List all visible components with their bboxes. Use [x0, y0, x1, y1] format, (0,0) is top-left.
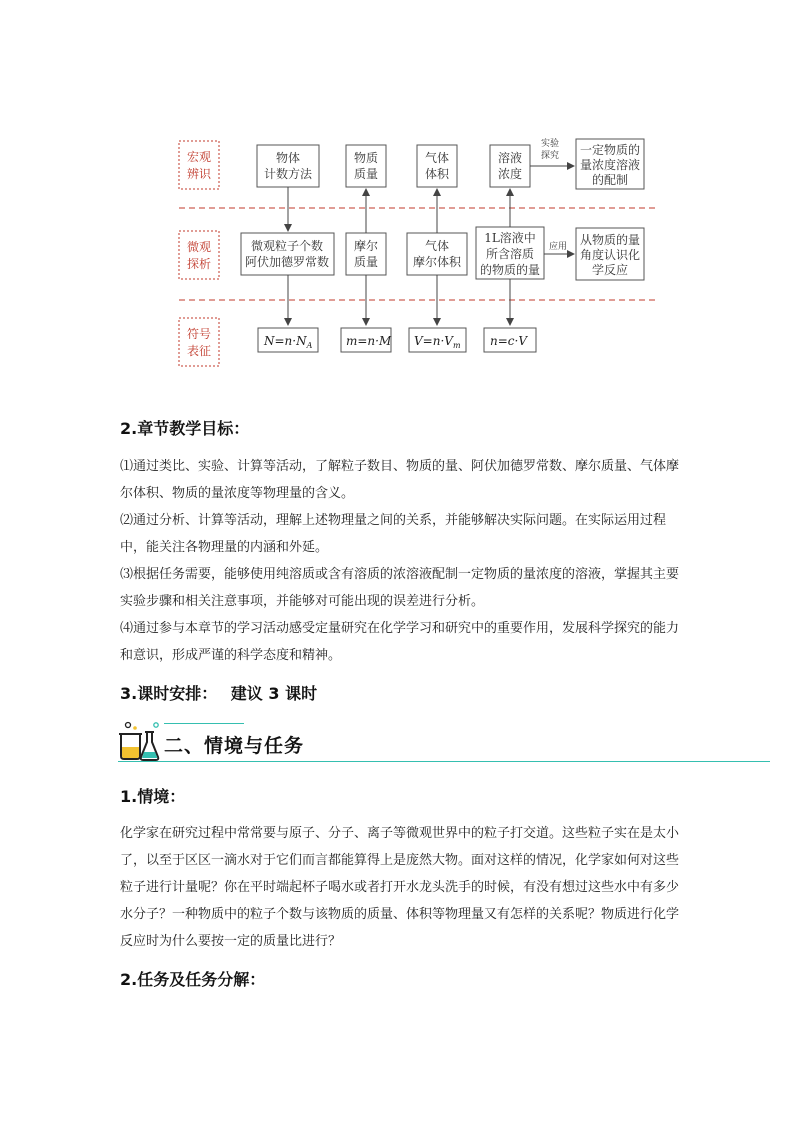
box-gas-volume: [417, 145, 457, 187]
box-mass: [346, 145, 386, 187]
svg-text:探析: 探析: [186, 257, 212, 271]
svg-text:从物质的量: 从物质的量: [579, 233, 641, 247]
goals-list: [120, 453, 680, 669]
svg-text:宏观: 宏观: [186, 150, 212, 164]
svg-text:计数方法: 计数方法: [263, 167, 313, 181]
svg-text:物体: 物体: [275, 151, 301, 165]
svg-text:N=n·NA: $N=n\cdot N_A$: [264, 334, 313, 350]
svg-text:辨识: 辨识: [186, 167, 212, 181]
tasks-heading: 2.任务及任务分解：: [120, 970, 266, 989]
section-title: 二、情境与任务: [164, 735, 305, 757]
formula-particles: [258, 328, 318, 352]
svg-text:溶液: 溶液: [497, 151, 523, 165]
box-reaction-view: [576, 228, 644, 280]
svg-text:实验: 实验: [540, 139, 560, 149]
side-label-symbol: [179, 318, 219, 366]
svg-text:微观粒子个数: 微观粒子个数: [250, 239, 324, 253]
section-topline: [164, 723, 244, 724]
schedule-line: [120, 681, 317, 704]
formula-mass: [341, 328, 392, 352]
goal-item: ⑷通过参与本章节的学习活动感受定量研究在化学学习和研究中的重要作用，发展科学探究的能力和意识，形成严谨的科学态度和精神。: [120, 621, 680, 663]
svg-text:符号: 符号: [186, 327, 212, 341]
svg-text:角度认识化: 角度认识化: [579, 248, 641, 262]
svg-text:一定物质的: 一定物质的: [579, 143, 641, 157]
svg-text:的配制: 的配制: [591, 173, 629, 187]
goal-item: ⑶根据任务需要，能够使用纯溶质或含有溶质的浓溶液配制一定物质的量浓度的溶液，掌握其主要实验步骤和相关注意事项，并能够对可能出现的误差进行分析。: [120, 567, 680, 609]
box-solute-amount: [476, 227, 544, 279]
goals-heading: 2.章节教学目标：: [120, 419, 250, 438]
side-label-micro: [179, 231, 219, 279]
svg-text:摩尔: 摩尔: [353, 239, 379, 253]
section-underline: [118, 761, 770, 762]
svg-text:质量: 质量: [353, 255, 379, 269]
concept-diagram: [0, 0, 794, 380]
schedule-value: 建议 3 课时: [230, 684, 318, 703]
box-molar-mass: [346, 233, 386, 275]
svg-text:质量: 质量: [353, 167, 379, 181]
svg-text:物质: 物质: [353, 151, 379, 165]
svg-text:所含溶质: 所含溶质: [485, 247, 535, 261]
svg-text:学反应: 学反应: [591, 263, 629, 277]
formula-volume: [409, 328, 466, 352]
section-heading: [118, 718, 770, 764]
formula-concentration: [484, 328, 536, 352]
svg-text:体积: 体积: [424, 167, 450, 181]
svg-text:探究: 探究: [540, 151, 560, 161]
svg-text:n=c·V: n=c·V: [490, 334, 527, 348]
svg-text:的物质的量: 的物质的量: [479, 263, 541, 277]
schedule-label: 3.课时安排：: [120, 684, 218, 703]
box-counting-method: [257, 145, 319, 187]
svg-text:应用: 应用: [548, 242, 568, 252]
side-label-macro: [179, 141, 219, 189]
box-avogadro: [241, 233, 334, 275]
svg-text:摩尔体积: 摩尔体积: [412, 255, 462, 269]
svg-text:浓度: 浓度: [497, 167, 523, 181]
svg-text:气体: 气体: [424, 239, 450, 253]
svg-text:阿伏加德罗常数: 阿伏加德罗常数: [244, 255, 330, 269]
goal-item: ⑵通过分析、计算等活动，理解上述物理量之间的关系，并能够解决实际问题。在实际运用过程中，能关注各物理量的内涵和外延。: [120, 513, 667, 555]
flask-beaker-icon: [118, 720, 162, 762]
context-text: [120, 820, 680, 955]
goal-item: ⑴通过类比、实验、计算等活动，了解粒子数目、物质的量、阿伏加德罗常数、摩尔质量、气体摩尔体积、物质的量浓度等物理量的含义。: [120, 459, 680, 501]
arrow-apply: [544, 240, 574, 254]
box-solution-preparation: [576, 139, 644, 189]
svg-text:V=n·Vm: $V=n\cdot V_m$: [414, 334, 461, 350]
context-paragraph: 化学家在研究过程中常常要与原子、分子、离子等微观世界中的粒子打交道。这些粒子实在是太小了，以至于区区一滴水对于它们而言都能算得上是庞然大物。面对这样的情况，化学家如何对这些粒子进行计量呢？你在平时端起杯子喝水或者打开水龙头洗手的时候，有没有想过这些水中有多少水分子？一种物质中的粒子个数与该物质的质量、体积等物理量又有怎样的关系呢？物质进行化学反应时为什么要按一定的质量比进行？: [120, 826, 680, 949]
box-concentration: [490, 145, 530, 187]
svg-text:m=n·M: m=n·M: [346, 334, 392, 348]
svg-text:微观: 微观: [186, 240, 212, 254]
svg-text:量浓度溶液: 量浓度溶液: [579, 158, 641, 172]
box-molar-volume: [407, 233, 467, 275]
svg-text:表征: 表征: [186, 344, 212, 358]
context-heading: 1.情境：: [120, 787, 186, 806]
svg-text:1L溶液中: 1L溶液中: [484, 231, 536, 245]
arrow-experiment: [530, 137, 574, 166]
svg-text:气体: 气体: [424, 151, 450, 165]
